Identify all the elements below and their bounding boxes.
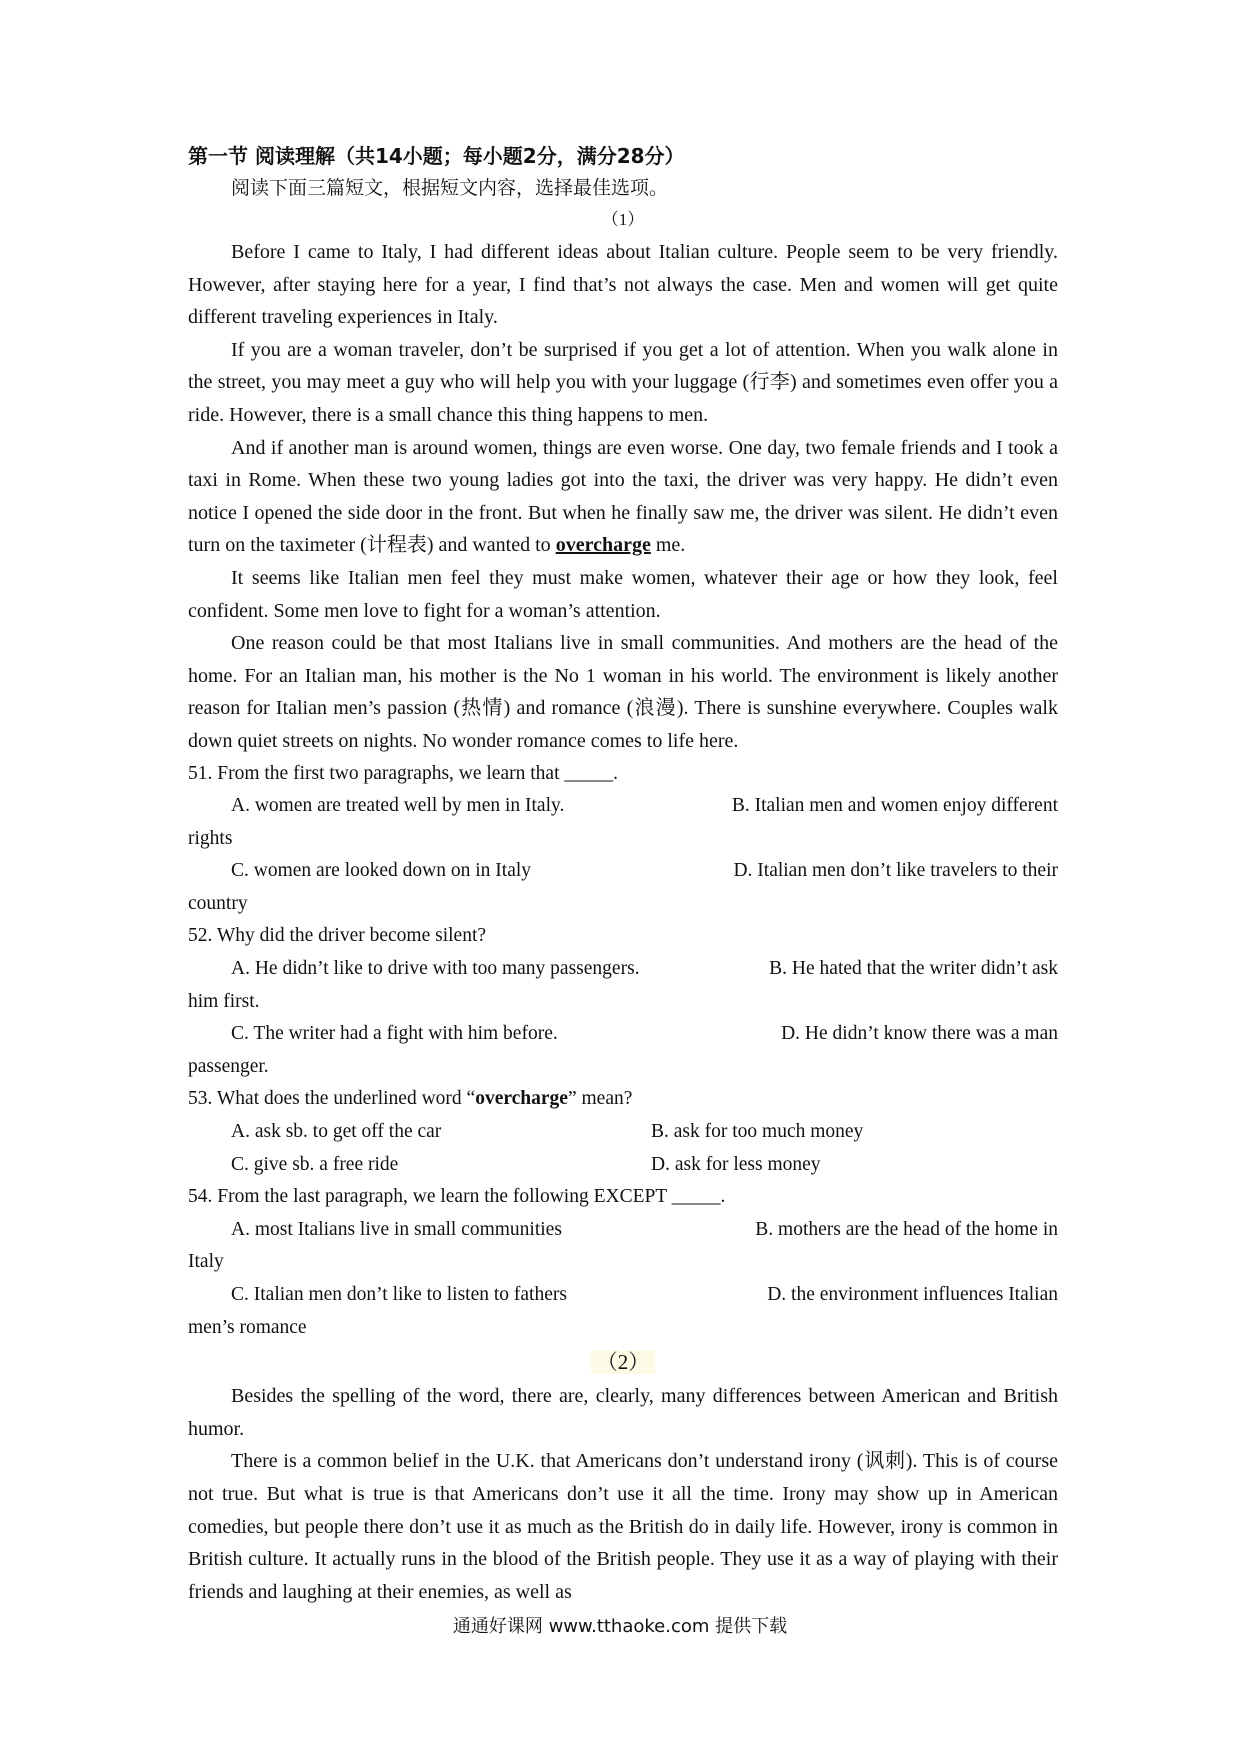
option-d: D. the environment influences Italian [767,1284,1058,1305]
option-b: B. ask for too much money [651,1121,864,1143]
option-d-continued: country [188,892,248,914]
passage-1-paragraph-3 [188,432,1058,562]
option-b-continued: Italy [188,1251,224,1273]
passage-2-paragraph: There is a common belief in the U.K. that Americans don’t understand irony (讽刺). This is of course not true. But what is true is that Americans don’t use it all the time. Irony may show up in American comedies, but people there don’t use it as much as the British do in daily life. However, irony is common in British culture. It actually runs in the blood of the British people. They use it as a way of playing with their friends and laughing at their enemies, as well as [188,1450,1058,1603]
question-51-options-cd [188,855,1058,920]
question-54-stem: 54. From the last paragraph, we learn the following EXCEPT _____. [188,1186,726,1208]
option-b: B. Italian men and women enjoy different [731,795,1058,817]
page-content [188,140,1058,1608]
page-footer: 通通好课网 www.tthaoke.com 提供下载 [452,1616,788,1637]
paragraph-tail: me. [655,534,686,557]
question-52-stem: 52. Why did the driver become silent? [188,925,487,947]
option-c: C. The writer had a fight with him before. [231,1023,558,1045]
passage-2-paragraph: Besides the spelling of the word, there are, clearly, many differences between American and British humor. [188,1385,1058,1440]
option-d-continued: passenger. [188,1055,269,1077]
underlined-word: overcharge [555,534,651,557]
option-a: A. women are treated well by men in Italy. [231,795,565,817]
passage-1-paragraph: One reason could be that most Italians live in small communities. And mothers are the head of the home. For an Italian man, his mother is the No 1 woman in his world. The environment is likely another reason for Italian men’s passion (热情) and romance (浪漫). There is sunshine everywhere. Couples walk down quiet streets on nights. No wonder romance comes to life here. [188,632,1058,752]
paragraph-text: And if another man is around women, things are even worse. One day, two female friends and I took a taxi in Rome. When these two young ladies got into the taxi, the driver was very happy. He didn’t even notice I opened the side door in the front. But when he finally saw me, the driver was silent. He didn’t even turn on the taximeter (计程表) and wanted to [188,436,1058,557]
question-53-stem [188,1083,1058,1116]
passage-1-label: （1） [601,210,645,229]
option-a: A. most Italians live in small communities [231,1218,562,1240]
option-d: D. Italian men don’t like travelers to their [733,860,1058,882]
question-51-stem: 51. From the first two paragraphs, we learn that _____. [188,762,618,784]
question-53-options-ab [188,1116,1058,1149]
passage-1-paragraph: If you are a woman traveler, don’t be surprised if you get a lot of attention. When you walk alone in the street, you may meet a guy who will help you with your luggage (行李) and sometimes even offer you a ride. However, there is a small chance this thing happens to men. [188,338,1058,426]
question-54-options-ab [188,1214,1058,1279]
question-52-options-cd [188,1018,1058,1083]
option-b-continued: him first. [188,990,260,1012]
option-a: A. ask sb. to get off the car [231,1121,442,1143]
option-b: B. mothers are the head of the home in [755,1218,1058,1240]
option-d: D. He didn’t know there was a man [781,1023,1058,1045]
option-a: A. He didn’t like to drive with too many passengers. [231,958,640,980]
option-b: B. He hated that the writer didn’t ask [769,958,1058,980]
stem-word: overcharge [475,1088,568,1110]
stem-text: ” mean? [567,1088,633,1110]
question-51-options-ab [188,790,1058,855]
passage-2-label [188,1344,1058,1380]
option-b-continued: rights [188,827,233,849]
option-c: C. women are looked down on in Italy [231,860,532,882]
question-52-options-ab [188,953,1058,1018]
question-53-options-cd [188,1149,1058,1182]
stem-text: 53. What does the underlined word “ [188,1088,476,1110]
question-54-options-cd [188,1279,1058,1344]
option-c: C. Italian men don’t like to listen to fathers [231,1284,567,1305]
option-d: D. ask for less money [651,1153,821,1175]
option-c: C. give sb. a free ride [231,1153,399,1175]
section-instruction: 阅读下面三篇短文，根据短文内容，选择最佳选项。 [231,177,669,199]
passage-1-paragraph: It seems like Italian men feel they must make women, whatever their age or how they look, feel confident. Some men love to fight for a woman’s attention. [188,566,1058,622]
passage-1-paragraph: Before I came to Italy, I had different ideas about Italian culture. People seem to be very friendly. However, after staying here for a year, I find that’s not always the case. Men and women will get quite different traveling experiences in Italy. [188,241,1058,329]
option-d-continued: men’s romance [188,1316,307,1338]
section-heading: 第一节 阅读理解（共14小题；每小题2分，满分28分） [188,144,685,168]
passage-2-label-text: （2） [591,1350,656,1374]
